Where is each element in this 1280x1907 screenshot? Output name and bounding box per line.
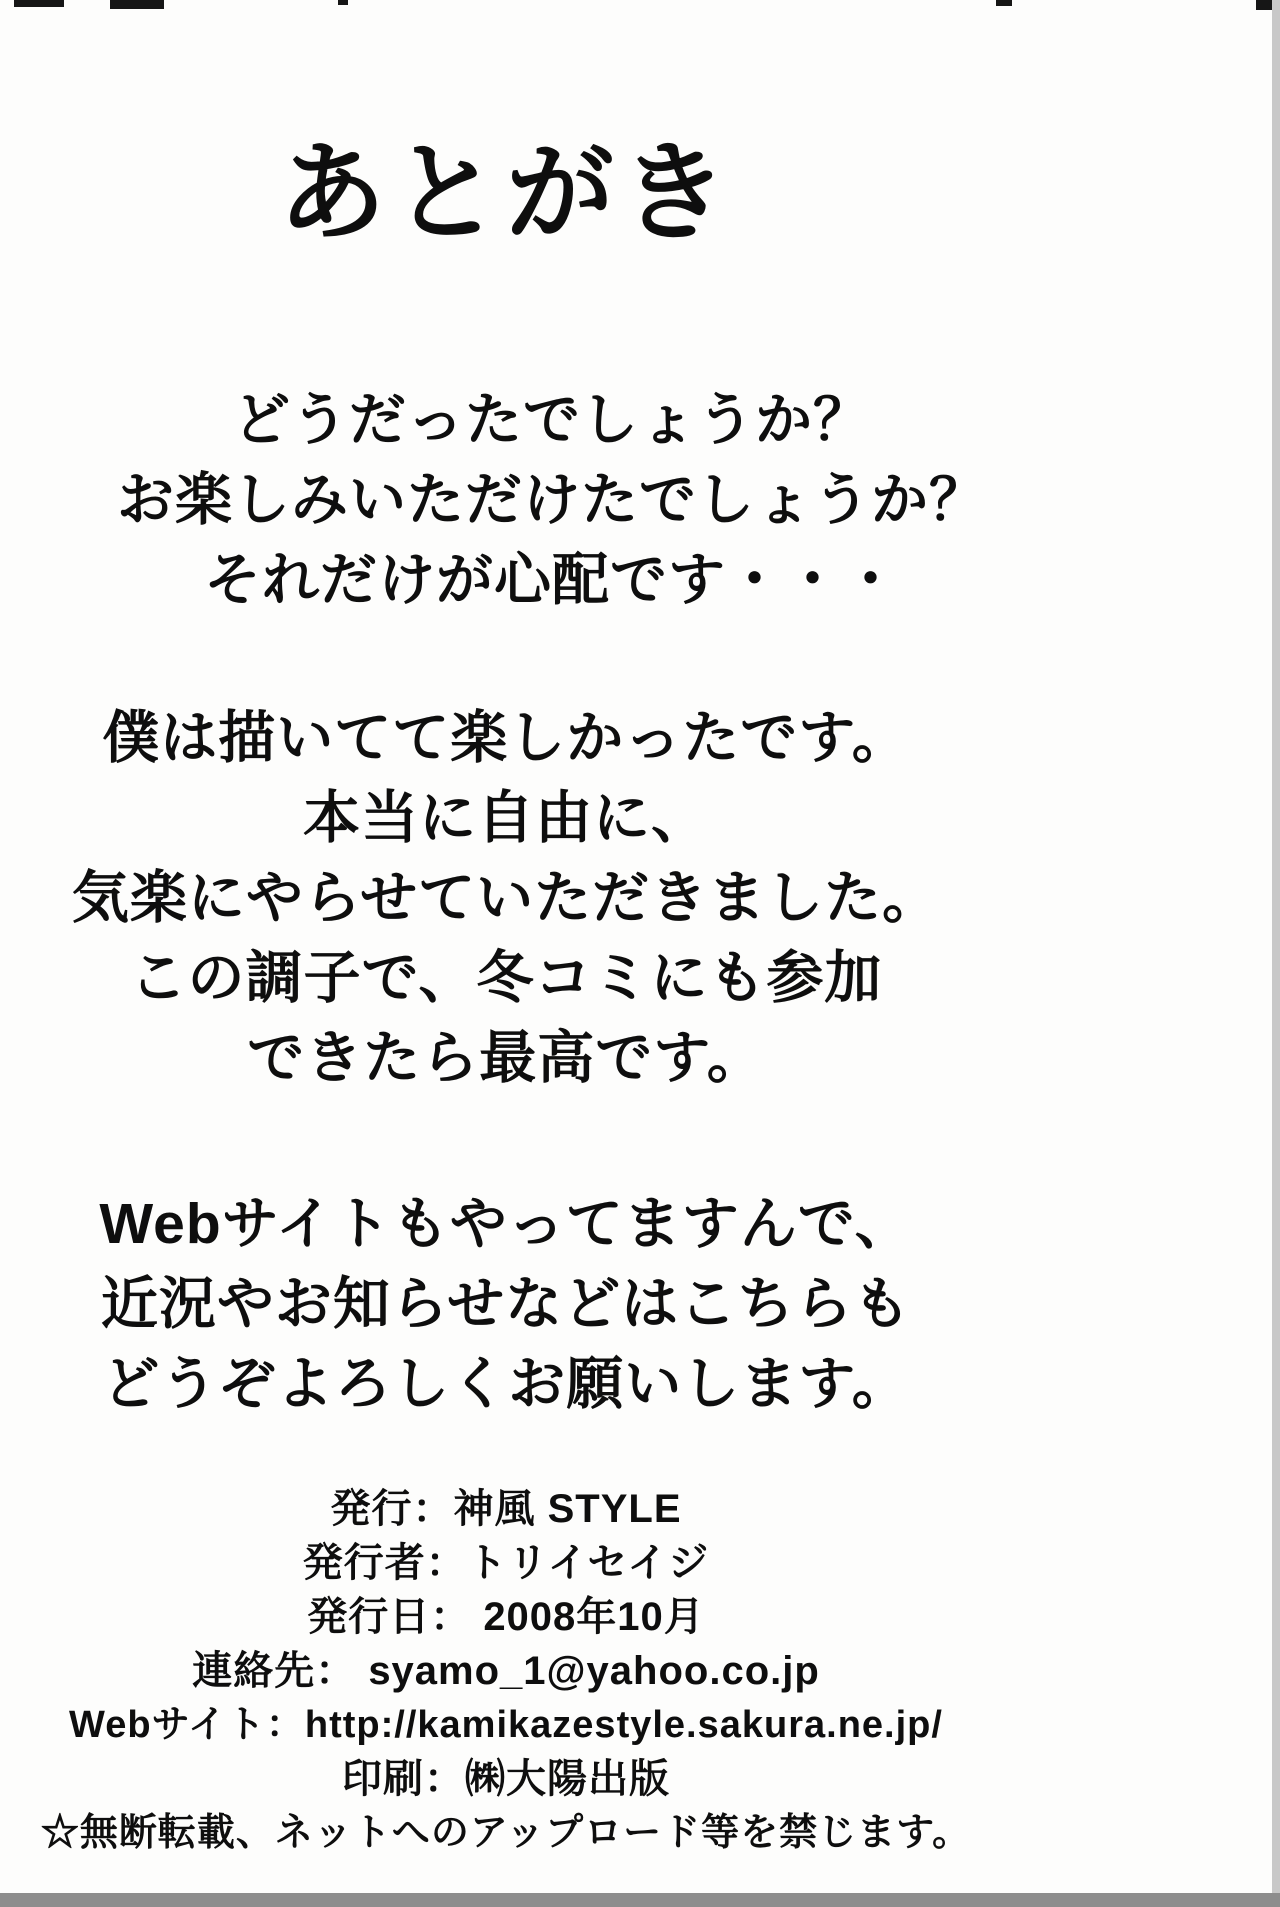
colophon-printer: 印刷：㈱大陽出版 (342, 1756, 670, 1801)
scan-artifact (338, 0, 348, 5)
scan-artifact (996, 0, 1012, 6)
colophon-author: 発行者：トリイセイジ (302, 1540, 710, 1585)
paragraph-3-line-2: 近況やお知らせなどはこちらも (100, 1271, 912, 1336)
scan-edge-shadow-bottom (0, 1893, 1280, 1907)
paragraph-1-line-1: どうだったでしょうか？ (233, 387, 871, 452)
paragraph-1-line-3: それだけが心配です・・・ (204, 547, 900, 612)
reproduction-notice: ☆無断転載、ネットへのアップロード等を禁じます。 (40, 1811, 972, 1854)
colophon-contact-email: 連絡先： syamo_1@yahoo.co.jp (192, 1648, 820, 1693)
colophon-publisher: 発行：神風 STYLE (330, 1486, 682, 1531)
scan-artifact (14, 0, 64, 7)
paragraph-3-line-3: どうぞよろしくお願いします。 (102, 1351, 910, 1416)
page-title: あとがき (277, 132, 734, 253)
paragraph-2-line-3: 気楽にやらせていただきました。 (71, 865, 941, 930)
paragraph-1-line-2: お楽しみいただけたでしょうか？ (117, 467, 987, 532)
paragraph-1 (46, 380, 1058, 620)
paragraph-3 (0, 1184, 1012, 1424)
paragraph-2-line-4: この調子で、冬コミにも参加 (129, 945, 883, 1010)
paragraph-2 (0, 698, 1012, 1098)
paragraph-2-line-2: 本当に自由に、 (303, 785, 709, 850)
paragraph-3-line-1: Webサイトもやってますんで、 (99, 1191, 913, 1256)
paragraph-2-line-5: できたら最高です。 (247, 1025, 765, 1090)
colophon (0, 1482, 1012, 1860)
colophon-website-url: Webサイト：http://kamikazestyle.sakura.ne.jp/ (69, 1703, 943, 1746)
scan-artifact (110, 0, 164, 9)
scan-edge-shadow-right (1272, 0, 1280, 1907)
colophon-date: 発行日： 2008年10月 (307, 1594, 705, 1639)
paragraph-2-line-1: 僕は描いてて楽しかったです。 (102, 705, 910, 770)
